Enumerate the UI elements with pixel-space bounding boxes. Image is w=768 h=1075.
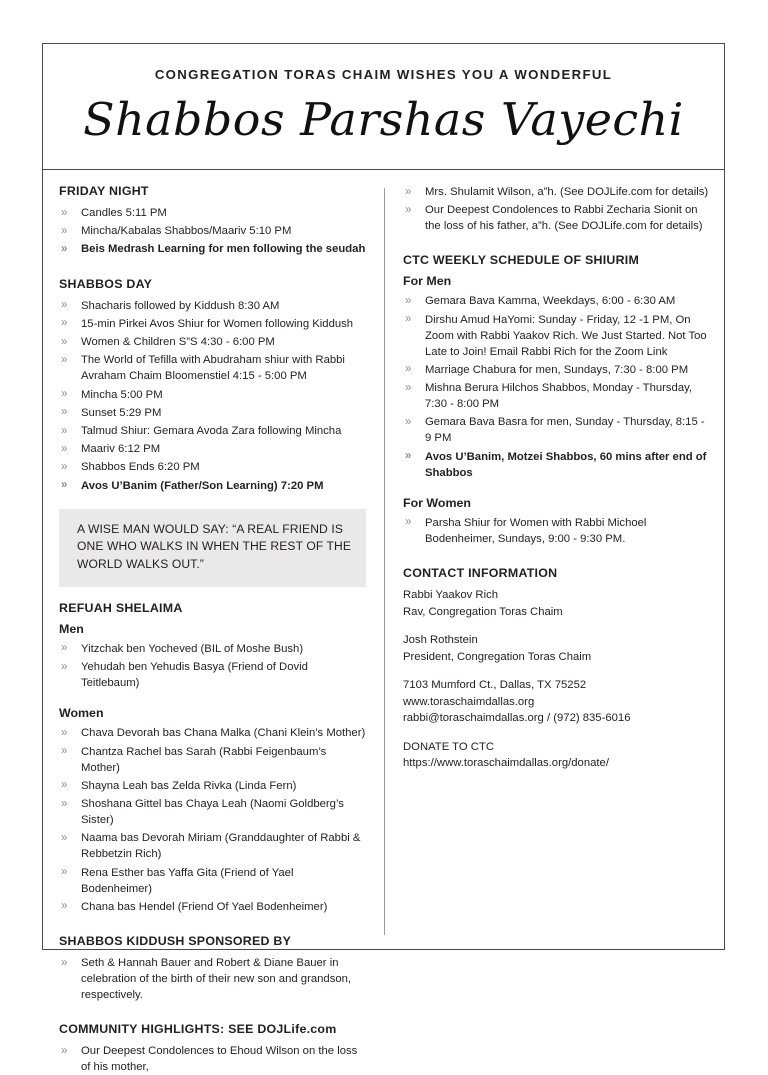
contact-rabbi-title: Rav, Congregation Toras Chaim: [403, 605, 563, 618]
contact-president-title: President, Congregation Toras Chaim: [403, 650, 592, 663]
shiurim-men-list: [403, 293, 710, 480]
spacer: [59, 1005, 366, 1022]
flyer-page: [42, 43, 725, 1074]
contact-president-name: Josh Rothstein: [403, 634, 478, 647]
section-heading-friday-night: FRIDAY NIGHT: [59, 184, 149, 198]
section-heading-community-highlights: COMMUNITY HIGHLIGHTS: SEE DOJLife.com: [59, 1022, 337, 1037]
spacer: [59, 693, 366, 706]
list-item: » Marriage Chabura for men, Sundays, 7:30 - 8:00 PM: [403, 362, 710, 378]
section-heading-contact-information: CONTACT INFORMATION: [403, 566, 558, 581]
shiurim-women-list: [403, 515, 710, 547]
list-item: » Mishna Berura Hilchos Shabbos, Monday - Thursday, 7:30 - 8:00 PM: [403, 380, 710, 412]
contact-email-phone[interactable]: rabbi@toraschaimdallas.org / (972) 835-6016: [403, 712, 631, 725]
subheading-men: Men: [59, 621, 84, 636]
list-item: » Women & Children S”S 4:30 - 6:00 PM: [59, 334, 366, 350]
spacer: [403, 549, 710, 566]
shabbos-day-list: [59, 298, 366, 494]
list-item: » Mincha 5:00 PM: [59, 387, 366, 403]
list-item: » Sunset 5:29 PM: [59, 405, 366, 421]
two-column-body: [43, 170, 724, 1074]
list-item-continuation-text: Mrs. Shulamit Wilson, a”h. (See DOJLife.com for details): [425, 186, 709, 198]
list-item: » Our Deepest Condolences to Rabbi Zecharia Sionit on the loss of his father, a”h. (See DOJLife.com for details): [403, 202, 710, 234]
header-kicker: CONGREGATION TORAS CHAIM WISHES YOU A WONDERFUL: [154, 67, 613, 82]
list-item: » Gemara Bava Kamma, Weekdays, 6:00 - 6:30 AM: [403, 293, 710, 309]
list-item: » Gemara Bava Basra for men, Sunday - Thursday, 8:15 - 9 PM: [403, 414, 710, 446]
quote-box: [59, 509, 366, 587]
list-item: » The World of Tefilla with Abudraham shiur with Rabbi Avraham Chaim Bloomenstiel 4:15 - 5:00 PM: [59, 352, 366, 384]
list-item: » Shayna Leah bas Zelda Rivka (Linda Fern): [59, 778, 366, 794]
list-item: » Naama bas Devorah Miriam (Granddaughter of Rabbi & Rebbetzin Rich): [59, 830, 366, 862]
spacer: [403, 620, 710, 632]
list-item: » Shoshana Gittel bas Chaya Leah (Naomi Goldberg’s Sister): [59, 796, 366, 828]
friday-night-list: [59, 205, 366, 257]
left-column: [43, 184, 384, 1074]
flyer-header: [43, 44, 724, 170]
spacer: [403, 483, 710, 496]
list-item: » 15-min Pirkei Avos Shiur for Women following Kiddush: [59, 316, 366, 332]
list-item: » Parsha Shiur for Women with Rabbi Michoel Bodenheimer, Sundays, 9:00 - 9:30 PM.: [403, 515, 710, 547]
spacer: [403, 727, 710, 739]
list-item: » Mincha/Kabalas Shabbos/Maariv 5:10 PM: [59, 223, 366, 239]
spacer: [59, 917, 366, 934]
list-item-continuation: [403, 184, 710, 200]
contact-rabbi-name: Rabbi Yaakov Rich: [403, 589, 499, 602]
list-item: » Chantza Rachel bas Sarah (Rabbi Feigenbaum’s Mother): [59, 744, 366, 776]
section-heading-kiddush-sponsors: SHABBOS KIDDUSH SPONSORED BY: [59, 934, 292, 949]
section-heading-refuah-shelaima: REFUAH SHELAIMA: [59, 600, 183, 615]
spacer: [403, 665, 710, 677]
list-item: » Yehudah ben Yehudis Basya (Friend of Dovid Teitlebaum): [59, 659, 366, 691]
donate-link[interactable]: https://www.toraschaimdallas.org/donate/: [403, 757, 609, 770]
list-item: » Talmud Shiur: Gemara Avoda Zara following Mincha: [59, 423, 366, 439]
list-item: » Avos U’Banim (Father/Son Learning) 7:20 PM: [59, 478, 366, 494]
list-item: » Seth & Hannah Bauer and Robert & Diane Bauer in celebration of the birth of their new son and grandson, respectively.: [59, 955, 366, 1003]
section-heading-ctc-weekly-shiurim: CTC WEEKLY SCHEDULE OF SHIURIM: [403, 253, 640, 268]
refuah-women-list: [59, 725, 366, 914]
spacer: [403, 236, 710, 253]
community-highlights-continued-list: [403, 184, 710, 234]
list-item: » Shabbos Ends 6:20 PM: [59, 459, 366, 475]
subheading-for-men: For Men: [403, 274, 452, 289]
list-item: » Maariv 6:12 PM: [59, 441, 366, 457]
subheading-for-women: For Women: [403, 495, 471, 510]
right-column: [385, 184, 724, 949]
list-item: » Yitzchak ben Yocheved (BIL of Moshe Bush): [59, 641, 366, 657]
list-item: » Shacharis followed by Kiddush 8:30 AM: [59, 298, 366, 314]
community-highlights-list: [59, 1043, 366, 1075]
list-item: » Dirshu Amud HaYomi: Sunday - Friday, 12 -1 PM, On Zoom with Rabbi Yaakov Rich. We Just Started. Not Too Late to Join! Email Rabbi Rich for the Zoom Link: [403, 312, 710, 360]
donate-label: DONATE TO CTC: [403, 740, 495, 753]
list-item: » Beis Medrash Learning for men following the seudah: [59, 241, 366, 257]
list-item: » Candles 5:11 PM: [59, 205, 366, 221]
page-title: Shabbos Parshas Vayechi: [83, 93, 684, 147]
contact-website-link[interactable]: www.toraschaimdallas.org: [403, 695, 535, 708]
contact-address: 7103 Mumford Ct., Dallas, TX 75252: [403, 679, 587, 692]
section-heading-shabbos-day: SHABBOS DAY: [59, 276, 153, 291]
list-item: » Chana bas Hendel (Friend Of Yael Bodenheimer): [59, 899, 366, 915]
list-item: » Our Deepest Condolences to Ehoud Wilson on the loss of his mother,: [59, 1043, 366, 1075]
refuah-men-list: [59, 641, 366, 691]
spacer: [59, 260, 366, 277]
list-item: » Avos U’Banim, Motzei Shabbos, 60 mins after end of Shabbos: [403, 449, 710, 481]
list-item: » Rena Esther bas Yaffa Gita (Friend of Yael Bodenheimer): [59, 865, 366, 897]
list-item: » Chava Devorah bas Chana Malka (Chani Klein’s Mother): [59, 725, 366, 741]
subheading-women: Women: [59, 706, 104, 721]
quote-text: A WISE MAN WOULD SAY: “A REAL FRIEND IS ONE WHO WALKS IN WHEN THE REST OF THE WORLD WALKS OUT.”: [77, 521, 352, 572]
